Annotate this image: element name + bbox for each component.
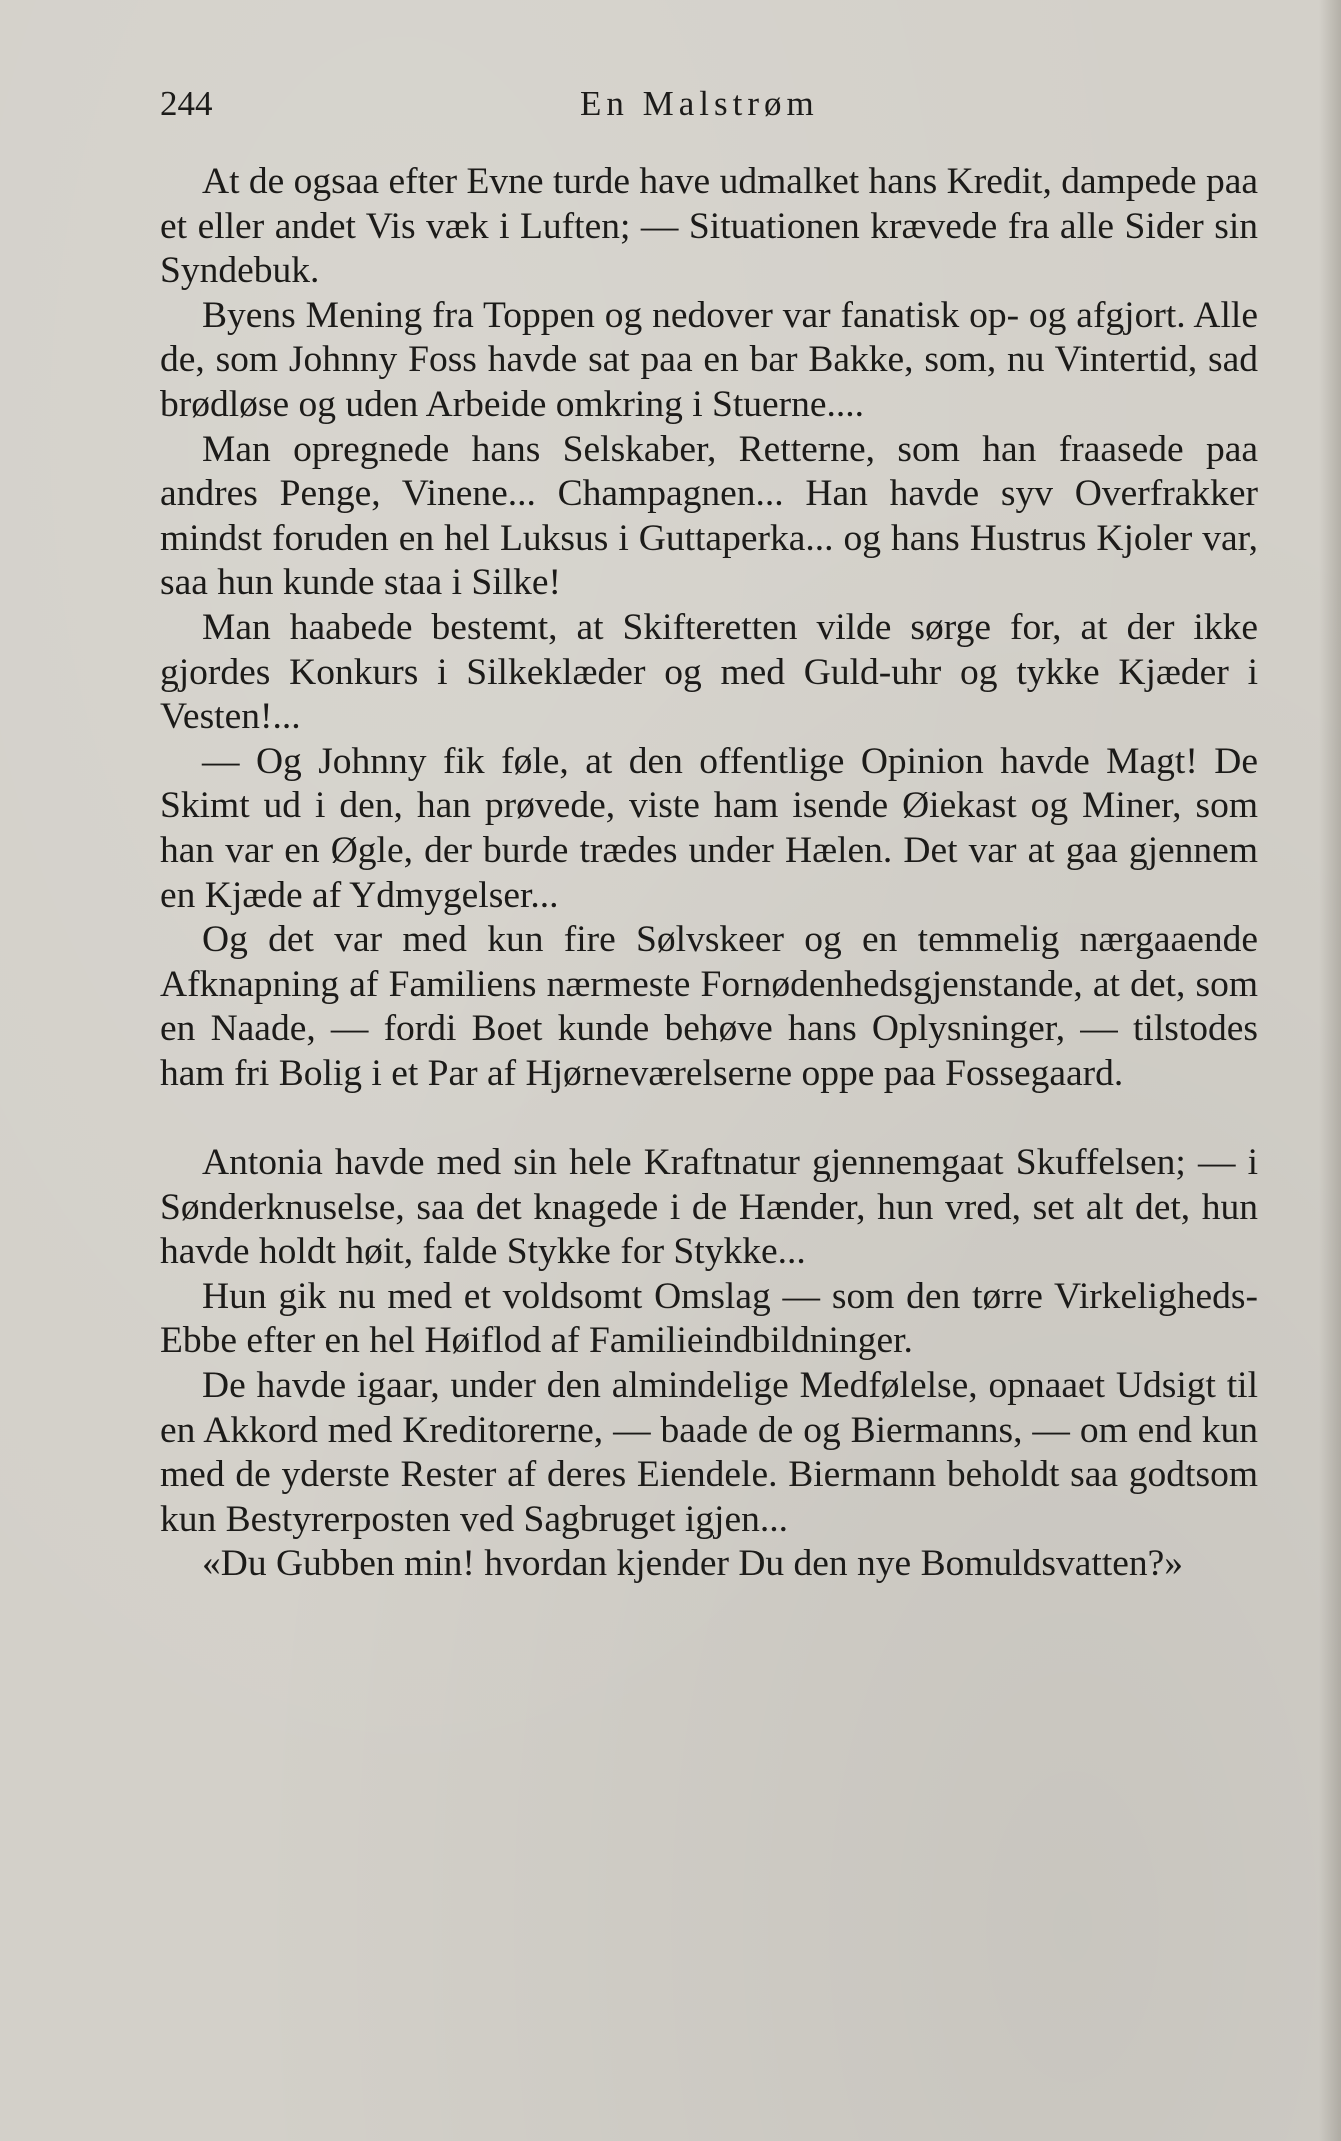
paragraph: Byens Mening fra Toppen og nedover var fanatisk op- og afgjort. Alle de, som Johnny Foss havde sat paa en bar Bakke, som, nu Vintertid, sad brødløse og uden Arbeide omkring i Stuerne.... bbox=[160, 294, 1258, 425]
paragraph: At de ogsaa efter Evne turde have udmalket hans Kredit, dampede paa et eller andet Vis væk i Luften; — Situationen krævede fra alle Sider sin Syndebuk. bbox=[160, 161, 1258, 292]
paragraph: Hun gik nu med et voldsomt Omslag — som den tørre Virkeligheds-Ebbe efter en hel Høiflod af Familieindbildninger. bbox=[160, 1275, 1258, 1362]
paragraph: — Og Johnny fik føle, at den offentlige Opinion havde Magt! De Skimt ud i den, han prøvede, viste ham isende Øiekast og Miner, som han var en Øgle, der burde trædes under Hælen. Det var at gaa gjennem en Kjæde af Ydmygelser... bbox=[160, 740, 1258, 916]
page-edge-shadow bbox=[1319, 0, 1341, 2141]
paragraph: «Du Gubben min! hvordan kjender Du den nye Bomuldsvatten?» bbox=[202, 1543, 1184, 1585]
running-title: En Malstrøm bbox=[580, 84, 819, 123]
body-text bbox=[160, 160, 1258, 1587]
paragraph: Man opregnede hans Selskaber, Retterne, som han fraasede paa andres Penge, Vinene... Champagnen... Han havde syv Overfrakker mindst foruden en hel Luksus i Guttaperka... og hans Hustrus Kjoler var, saa hun kunde staa i Silke! bbox=[160, 428, 1258, 604]
paragraph: Og det var med kun fire Sølvskeer og en temmelig nærgaaende Afknapning af Familiens nærmeste Fornødenhedsgjenstande, at det, som en Naade, — fordi Boet kunde behøve hans Oplysninger, — tilstodes ham fri Bolig i et Par af Hjørneværelserne oppe paa Fossegaard. bbox=[160, 919, 1258, 1094]
paragraph: Man haabede bestemt, at Skifteretten vilde sørge for, at der ikke gjordes Konkurs i Silkeklæder og med Guld-uhr og tykke Kjæder i Vesten!... bbox=[160, 606, 1258, 738]
paragraph: Antonia havde med sin hele Kraftnatur gjennemgaat Skuffelsen; — i Sønderknuselse, saa det knagede i de Hænder, hun vred, set alt det, hun havde holdt høit, falde Stykke for Stykke... bbox=[160, 1142, 1258, 1273]
page-header bbox=[160, 84, 1260, 134]
paragraph: De havde igaar, under den almindelige Medfølelse, opnaaet Udsigt til en Akkord med Kreditorerne, — baade de og Biermanns, — om end kun med de yderste Rester af deres Eiendele. Biermann beholdt saa godtsom kun Bestyrerposten ved Sagbruget igjen... bbox=[160, 1365, 1258, 1540]
page-number: 244 bbox=[160, 84, 213, 123]
